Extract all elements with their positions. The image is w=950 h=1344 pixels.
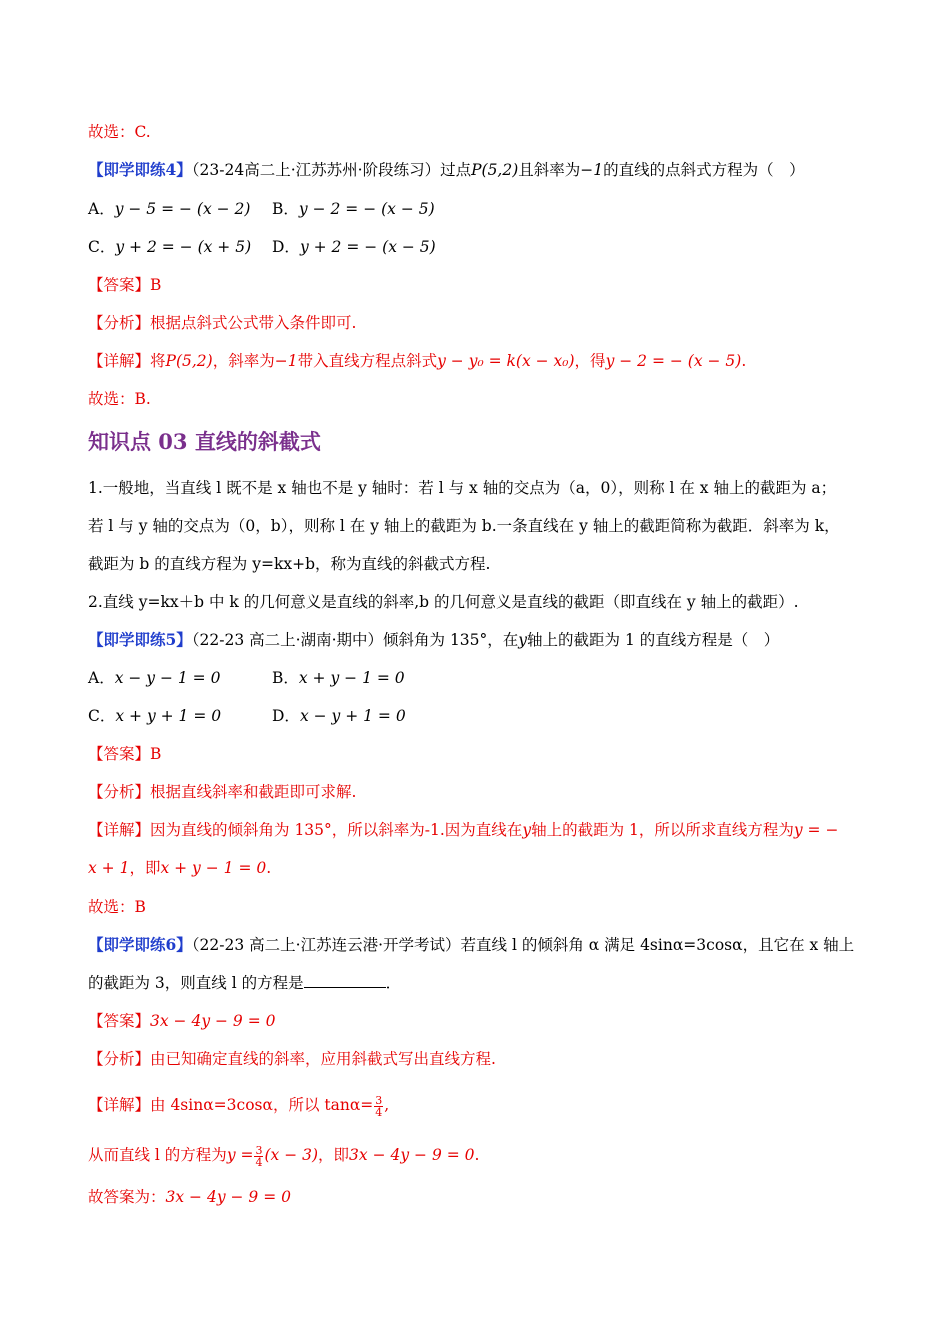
ex5-stem-y: y bbox=[518, 631, 528, 649]
section-p1-line2: 若 l 与 y 轴的交点为（0，b），则称 l 在 y 轴上的截距为 b.一条直线在 y 轴上的截距简称为截距．斜率为 k， bbox=[88, 517, 840, 535]
ex6-analysis bbox=[88, 1048, 496, 1070]
ex5-detail-l2b: ，即 bbox=[129, 859, 161, 877]
ex4-detail-slope: −1 bbox=[274, 352, 298, 370]
ex5-tag: 【即学即练5】 bbox=[88, 630, 192, 649]
ex5-answer-label: 【答案】 bbox=[88, 745, 151, 763]
ex6-line2-frac-den: 4 bbox=[255, 1155, 263, 1169]
ex5-detail-label: 【详解】 bbox=[88, 821, 151, 839]
ex4-conclusion: 故选：B. bbox=[88, 390, 151, 408]
ex4-stem bbox=[88, 159, 805, 181]
ex6-answer-value: 3x − 4y − 9 = 0 bbox=[150, 1012, 276, 1030]
ex5-option-a-label: A． bbox=[88, 669, 115, 687]
ex5-conclusion: 故选：B bbox=[88, 898, 146, 916]
ex4-detail-b: ，斜率为 bbox=[212, 352, 275, 370]
ex4-point: P(5,2) bbox=[471, 161, 519, 179]
ex5-detail-line1 bbox=[88, 819, 838, 841]
ex6-tag: 【即学即练6】 bbox=[88, 935, 192, 954]
ex6-answer-label: 【答案】 bbox=[88, 1012, 151, 1030]
ex6-frac-den: 4 bbox=[375, 1105, 383, 1119]
section-p2: 2.直线 y=kx＋b 中 k 的几何意义是直线的斜率,b 的几何意义是直线的截距（即直线在 y 轴上的截距）. bbox=[88, 593, 799, 611]
ex6-frac-num: 3 bbox=[375, 1093, 383, 1107]
ex5-option-a: x − y − 1 = 0 bbox=[114, 669, 221, 687]
ex5-stem-a: （22-23 高二上·湖南·期中）倾斜角为 135°，在 bbox=[191, 631, 519, 649]
ex4-option-b: y − 2 = − (x − 5) bbox=[298, 200, 435, 218]
ex6-answer-blank bbox=[304, 973, 386, 988]
ex5-detail-c: y = − bbox=[793, 821, 839, 839]
ex5-detail-l2a: x + 1 bbox=[88, 859, 130, 877]
ex5-answer-value: B bbox=[150, 745, 162, 763]
ex6-tan-fraction bbox=[374, 1095, 383, 1118]
section-p1-line1: 1.一般地，当直线 l 既不是 x 轴也不是 y 轴时：若 l 与 x 轴的交点为（a，0），则称 l 在 x 轴上的截距为 a； bbox=[88, 479, 837, 497]
ex6-line2-frac-num: 3 bbox=[255, 1143, 263, 1157]
ex4-detail-result: y − 2 = − (x − 5) bbox=[605, 352, 742, 370]
ex6-line2-eq-b: (x − 3) bbox=[264, 1146, 319, 1164]
ex6-slope-fraction bbox=[254, 1145, 263, 1168]
ex4-option-c: y + 2 = − (x + 5) bbox=[115, 238, 252, 256]
ex6-final-label: 故答案为： bbox=[88, 1188, 166, 1206]
ex4-detail-formula: y − y₀ = k(x − x₀) bbox=[437, 352, 575, 370]
ex4-answer bbox=[88, 274, 161, 296]
section-title: 知识点 03 直线的斜截式 bbox=[88, 429, 321, 454]
ex4-option-d: y + 2 = − (x − 5) bbox=[299, 238, 436, 256]
ex5-option-b-label: B． bbox=[272, 669, 299, 687]
ex6-detail-line2 bbox=[88, 1142, 479, 1168]
ex4-answer-value: B bbox=[150, 276, 162, 294]
ex4-option-a-label: A． bbox=[88, 200, 115, 218]
ex4-detail-e: . bbox=[741, 352, 747, 370]
ex5-detail-l2d: . bbox=[266, 859, 272, 877]
ex5-detail-a: 因为直线的倾斜角为 135°，所以斜率为-1.因为直线在 bbox=[150, 821, 523, 839]
ex4-options-ab bbox=[88, 198, 435, 220]
ex4-tag: 【即学即练4】 bbox=[88, 160, 192, 179]
ex5-detail-b: 轴上的截距为 1，所以所求直线方程为 bbox=[531, 821, 794, 839]
ex4-detail-label: 【详解】 bbox=[88, 352, 151, 370]
ex4-option-a: y − 5 = − (x − 2) bbox=[114, 200, 251, 218]
ex6-analysis-label: 【分析】 bbox=[88, 1050, 151, 1068]
ex4-option-d-label: D． bbox=[272, 238, 300, 256]
ex4-end: 的直线的点斜式方程为（ ） bbox=[603, 161, 805, 179]
ex6-detail-a: 由 4sinα=3cosα，所以 tanα= bbox=[150, 1096, 374, 1114]
ex6-final bbox=[88, 1186, 291, 1208]
ex5-options-ab bbox=[88, 667, 405, 689]
ex4-analysis bbox=[88, 312, 356, 334]
ex4-analysis-label: 【分析】 bbox=[88, 314, 151, 332]
ex4-stem-text: （23-24高二上·江苏苏州·阶段练习）过点 bbox=[191, 161, 472, 179]
ex4-mid: 且斜率为 bbox=[518, 161, 581, 179]
ex6-final-eq: 3x − 4y − 9 = 0 bbox=[165, 1188, 291, 1206]
ex5-stem bbox=[88, 629, 779, 651]
top-conclusion: 故选：C. bbox=[88, 123, 151, 141]
ex4-detail bbox=[88, 350, 746, 372]
ex6-line2-eq-a: y = bbox=[226, 1146, 254, 1164]
ex6-line2-eq-c: 3x − 4y − 9 = 0 bbox=[349, 1146, 475, 1164]
ex5-detail-y: y bbox=[522, 821, 532, 839]
ex4-detail-c: 带入直线方程点斜式 bbox=[297, 352, 438, 370]
ex5-option-b: x + y − 1 = 0 bbox=[298, 669, 405, 687]
ex6-detail-b: , bbox=[384, 1096, 390, 1114]
ex4-detail-point: P(5,2) bbox=[165, 352, 213, 370]
ex5-option-c-label: C． bbox=[88, 707, 116, 725]
ex5-detail-l2c: x + y − 1 = 0 bbox=[160, 859, 267, 877]
ex4-slope: −1 bbox=[580, 161, 604, 179]
section-p1-line3: 截距为 b 的直线方程为 y=kx+b，称为直线的斜截式方程. bbox=[88, 555, 491, 573]
ex5-stem-b: 轴上的截距为 1 的直线方程是（ ） bbox=[527, 631, 780, 649]
ex6-line2-b: ，即 bbox=[318, 1146, 350, 1164]
ex5-analysis-label: 【分析】 bbox=[88, 783, 151, 801]
ex5-detail-line2 bbox=[88, 857, 271, 879]
ex5-option-c: x + y + 1 = 0 bbox=[115, 707, 222, 725]
ex6-detail-line1 bbox=[88, 1092, 389, 1118]
ex5-option-d: x − y + 1 = 0 bbox=[299, 707, 406, 725]
ex6-stem-l2: 的截距为 3，则直线 l 的方程是 bbox=[88, 974, 304, 992]
ex4-analysis-text: 根据点斜式公式带入条件即可. bbox=[150, 314, 357, 332]
ex6-detail-label: 【详解】 bbox=[88, 1096, 151, 1114]
ex5-option-d-label: D． bbox=[272, 707, 300, 725]
ex4-option-c-label: C． bbox=[88, 238, 116, 256]
ex6-analysis-text: 由已知确定直线的斜率，应用斜截式写出直线方程. bbox=[150, 1050, 496, 1068]
ex6-stem-line1 bbox=[88, 934, 854, 956]
ex5-analysis bbox=[88, 781, 356, 803]
ex6-stem-l1: （22-23 高二上·江苏连云港·开学考试）若直线 l 的倾斜角 α 满足 4sinα=3cosα，且它在 x 轴上 bbox=[191, 936, 855, 954]
ex4-options-cd bbox=[88, 236, 436, 258]
ex4-detail-a: 将 bbox=[150, 352, 166, 370]
ex5-analysis-text: 根据直线斜率和截距即可求解. bbox=[150, 783, 357, 801]
ex4-detail-d: ，得 bbox=[574, 352, 606, 370]
ex6-answer bbox=[88, 1010, 275, 1032]
ex4-option-b-label: B． bbox=[272, 200, 299, 218]
ex6-line2-c: . bbox=[474, 1146, 480, 1164]
ex5-answer bbox=[88, 743, 161, 765]
ex4-answer-label: 【答案】 bbox=[88, 276, 151, 294]
ex5-options-cd bbox=[88, 705, 406, 727]
ex6-line2-a: 从而直线 l 的方程为 bbox=[88, 1146, 227, 1164]
ex6-stem-end: ． bbox=[385, 974, 402, 992]
ex6-stem-line2 bbox=[88, 972, 401, 994]
